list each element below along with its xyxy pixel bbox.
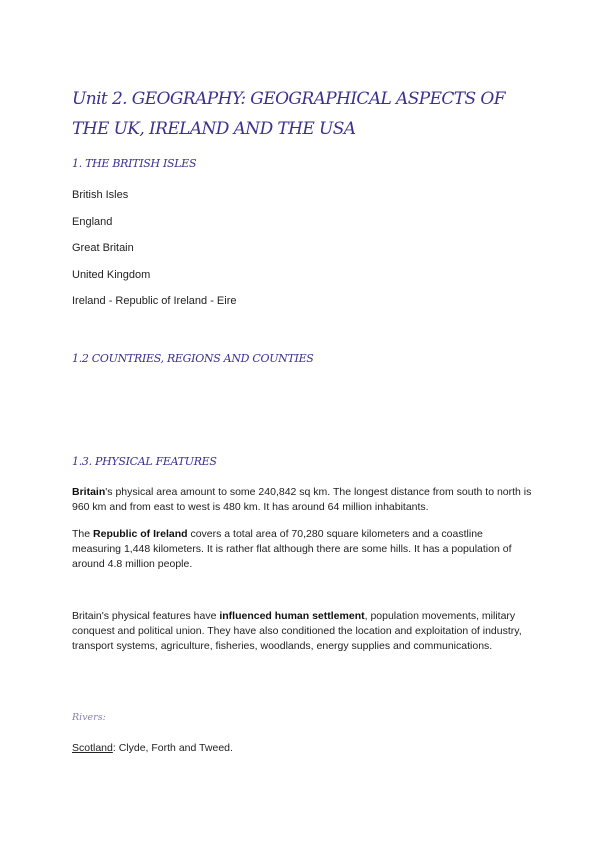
list-item: United Kingdom: [72, 269, 151, 281]
scotland-rivers-text: : Clyde, Forth and Tweed.: [112, 742, 233, 754]
bold-influenced-human-settlement: influenced human settlement: [219, 610, 365, 622]
paragraph-physical-influence: [72, 609, 532, 654]
page-title: Unit 2. GEOGRAPHY: GEOGRAPHICAL ASPECTS OF THE UK, IRELAND AND THE USA: [72, 89, 505, 139]
section-heading-british-isles: 1. THE BRITISH ISLES: [72, 157, 197, 170]
paragraph-text: , population movements, military conquest and political union. They have also conditioned the location and exploitation of industry, transport systems, agriculture, fisheries, woodlands, energy supplies and communications.: [72, 610, 522, 652]
list-item: British Isles: [72, 189, 129, 201]
list-item: Great Britain: [72, 242, 134, 254]
rivers-scotland: [72, 742, 233, 754]
rivers-heading: Rivers:: [72, 712, 106, 723]
paragraph-ireland: [72, 527, 532, 572]
paragraph-text: The: [72, 528, 94, 540]
list-item: Ireland - Republic of Ireland - Eire: [72, 295, 237, 307]
list-item: England: [72, 216, 113, 228]
scotland-label: Scotland: [72, 742, 113, 754]
bold-britain: Britain: [72, 486, 106, 498]
bold-republic-of-ireland: Republic of Ireland: [93, 528, 188, 540]
section-heading-physical-features: 1.3. PHYSICAL FEATURES: [72, 455, 217, 468]
paragraph-text: covers a total area of 70,280 square kilometers and a coastline measuring 1,448 kilometers. It is rather flat although there are some hills. It has a population of around 4.8 million people.: [72, 528, 512, 570]
paragraph-text: 's physical area amount to some 240,842 sq km. The longest distance from south to north is 960 km and from east to west is 480 km. It has around 64 million inhabitants.: [72, 486, 532, 513]
section-heading-countries-regions: 1.2 COUNTRIES, REGIONS AND COUNTIES: [72, 352, 314, 365]
paragraph-britain: [72, 485, 532, 515]
paragraph-text: Britain's physical features have: [72, 610, 220, 622]
